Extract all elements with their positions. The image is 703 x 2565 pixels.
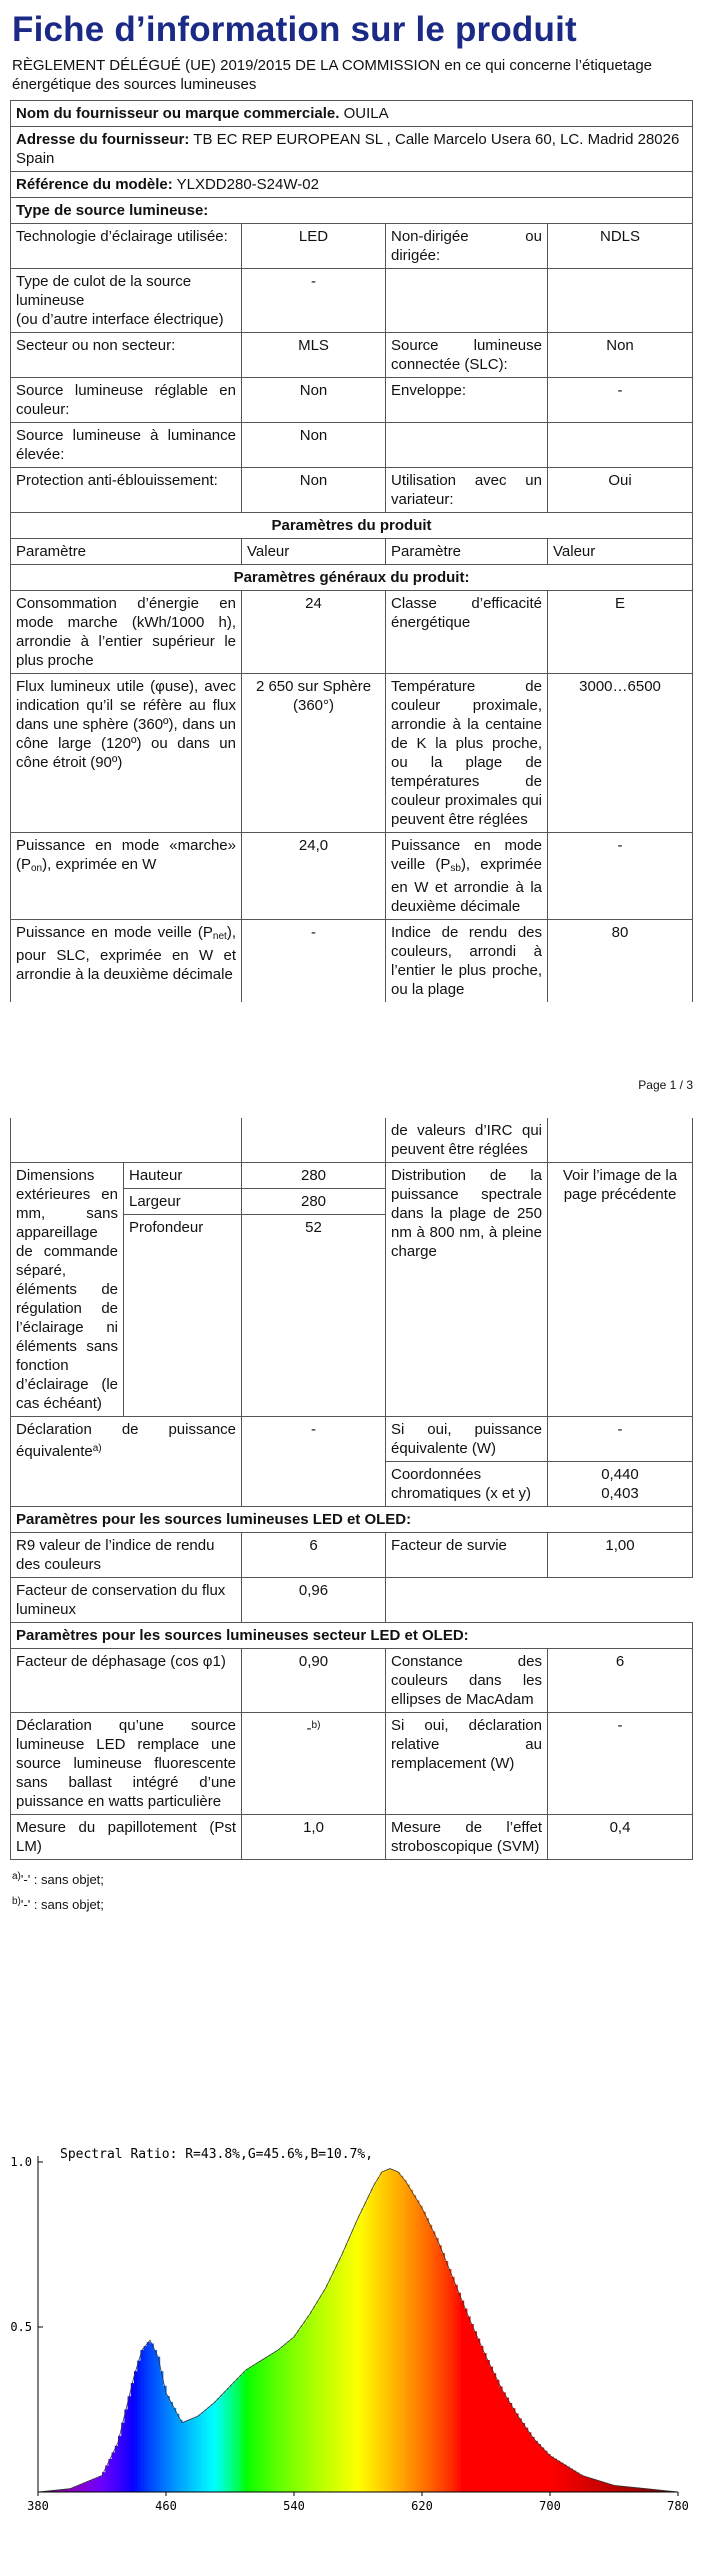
row-label: de valeurs d’IRC qui peuvent être réglées [386, 1118, 548, 1163]
table-row [11, 1533, 693, 1578]
column-headers [11, 539, 693, 565]
table-row [11, 224, 693, 269]
row-value: 2 650 sur Sphère (360°) [242, 674, 386, 833]
document-title: Fiche d’information sur le produit [12, 10, 703, 50]
model-label: Référence du modèle: [16, 176, 173, 193]
row-value: 6 [548, 1649, 693, 1713]
row-label: Puissance en mode «marche» $(P_{on})$, exprimée en W [11, 833, 242, 920]
regulation-text: RÈGLEMENT DÉLÉGUÉ (UE) 2019/2015 DE LA COMMISSION en ce qui concerne l’étiquetage énergétique des sources lumineuses [12, 56, 691, 94]
row-label: Source lumineuse réglable en couleur: [11, 378, 242, 423]
row-label: Déclaration qu’une source lumineuse LED remplace une source lumineuse fluorescente sans ballast intégré d’une puissance en watts particulière [11, 1713, 242, 1815]
x-tick-label: 540 [283, 2499, 305, 2513]
col-header-param: Paramètre [386, 539, 548, 565]
table-row [11, 591, 693, 674]
row-label: Mesure de l’effet stroboscopique (SVM) [386, 1815, 548, 1860]
footnotes [12, 1866, 703, 1916]
row-value: 1,0 [242, 1815, 386, 1860]
row-label: Facteur de survie [386, 1533, 548, 1578]
row-value: E [548, 591, 693, 674]
row-value: 24 [242, 591, 386, 674]
row-value: - [548, 833, 693, 920]
row-label: Flux lumineux utile (φuse), avec indication qu’il se réfère au flux dans une sphère (360º), dans un cône large (120º) ou dans un cône étroit (90º) [11, 674, 242, 833]
y-tick-label: 0.5 [10, 2320, 32, 2334]
chroma-y: 0,403 [553, 1484, 687, 1503]
row-value: Oui [548, 468, 693, 513]
table-row [11, 468, 693, 513]
depth-value: 52 [242, 1214, 385, 1240]
row-label: Indice de rendu des couleurs, arrondi à l’entier le plus proche, ou la plage [386, 920, 548, 1003]
row-value: Non [242, 423, 386, 468]
row-label [386, 423, 548, 468]
x-tick-label: 460 [155, 2499, 177, 2513]
row-value: 0,96 [242, 1578, 386, 1623]
page-2 [0, 1118, 703, 2163]
row-label: Protection anti-éblouissement: [11, 468, 242, 513]
row-value: - [548, 378, 693, 423]
supplier-address-label: Adresse du fournisseur: [16, 131, 189, 148]
table-row [11, 1713, 693, 1815]
row-value: - [548, 1713, 693, 1815]
row-label: Si oui, puissance équivalente (W) [386, 1417, 548, 1462]
chroma-x: 0,440 [553, 1465, 687, 1484]
chart-title: Spectral Ratio: R=43.8%,G=45.6%,B=10.7%, [60, 2147, 373, 2162]
row-value: - [548, 1417, 693, 1462]
row-value: - [242, 920, 386, 1003]
row-value: 3000…6500 [548, 674, 693, 833]
row-value: Voir l’image de la page précédente [548, 1163, 693, 1417]
row-value: Non [548, 333, 693, 378]
supplier-name-label: Nom du fournisseur ou marque commerciale. [16, 105, 339, 122]
row-value [548, 269, 693, 333]
row-label: Secteur ou non secteur: [11, 333, 242, 378]
row-label: Dimensions extérieures en mm, sans appareillage de commande séparé, éléments de régulation de l’éclairage ni éléments sans fonction d’éclairage (le cas échéant) [11, 1163, 124, 1417]
row-value: 0,4 [548, 1815, 693, 1860]
row-label: Source lumineuse à luminance élevée: [11, 423, 242, 468]
led-params-heading: Paramètres pour les sources lumineuses LED et OLED: [11, 1507, 693, 1533]
table-row [11, 1578, 693, 1623]
row-label: Si oui, déclaration relative au remplacement (W) [386, 1713, 548, 1815]
row-value: - [242, 269, 386, 333]
row-value: 6 [242, 1533, 386, 1578]
x-tick-label: 700 [539, 2499, 561, 2513]
supplier-name: OUILA [344, 105, 389, 122]
col-header-value: Valeur [548, 539, 693, 565]
source-type-heading: Type de source lumineuse: [11, 198, 693, 224]
product-info-table [10, 100, 693, 1002]
table-row [11, 333, 693, 378]
row-value: 1,00 [548, 1533, 693, 1578]
supplier-address: TB EC REP EUROPEAN SL , Calle Marcelo Usera 60, LC. Madrid 28026 Spain [16, 131, 679, 167]
row-value: 0,90 [242, 1649, 386, 1713]
row-label: Enveloppe: [386, 378, 548, 423]
table-row [11, 1118, 693, 1163]
row-label: Utilisation avec un variateur: [386, 468, 548, 513]
row-label [386, 269, 548, 333]
row-label: Mesure du papillotement (Pst LM) [11, 1815, 242, 1860]
table-row [11, 1417, 693, 1462]
col-header-param: Paramètre [11, 539, 242, 565]
x-tick-label: 780 [667, 2499, 689, 2513]
row-label: Constance des couleurs dans les ellipses de MacAdam [386, 1649, 548, 1713]
product-params-heading: Paramètres du produit [11, 513, 693, 539]
row-label: R9 valeur de l’indice de rendu des couleurs [11, 1533, 242, 1578]
general-params-heading: Paramètres généraux du produit: [11, 565, 693, 591]
table-row [11, 1649, 693, 1713]
footnote-b: $^{b)}$'-' : sans objet; [12, 1891, 703, 1916]
row-value: - [242, 1417, 386, 1507]
row-value: -$^{b)}$ [242, 1713, 386, 1815]
table-row [11, 833, 693, 920]
x-tick-label: 620 [411, 2499, 433, 2513]
row-label: Température de couleur proximale, arrondie à la centaine de K la plus proche, ou la plage de températures de couleur proximales qui peuvent être réglées [386, 674, 548, 833]
row-label: Technologie d’éclairage utilisée: [11, 224, 242, 269]
table-row [11, 269, 693, 333]
spectral-chart-section [0, 2130, 703, 2560]
row-value: 24,0 [242, 833, 386, 920]
mains-params-heading: Paramètres pour les sources lumineuses secteur LED et OLED: [11, 1623, 693, 1649]
table-row [11, 378, 693, 423]
depth-label: Profondeur [124, 1214, 241, 1240]
row-label: Source lumineuse connectée (SLC): [386, 333, 548, 378]
row-label: Non-dirigée ou dirigée: [386, 224, 548, 269]
row-value: Non [242, 468, 386, 513]
row-value: MLS [242, 333, 386, 378]
row-label-note: (ou d’autre interface électrique) [16, 310, 236, 329]
row-value: NDLS [548, 224, 693, 269]
page-number: Page 1 / 3 [638, 1078, 693, 1092]
height-label: Hauteur [124, 1163, 241, 1188]
row-value: 80 [548, 920, 693, 1003]
row-label: Coordonnées chromatiques (x et y) [386, 1462, 548, 1507]
model-reference: YLXDD280-S24W-02 [177, 176, 319, 193]
footnote-a: $^{a)}$'-' : sans objet; [12, 1866, 703, 1891]
row-label: Déclaration de puissance équivalente$^{a)}$ [11, 1417, 242, 1507]
row-label: Puissance en mode veille $(P_{net})$, pour SLC, exprimée en W et arrondie à la deuxième décimale [11, 920, 242, 1003]
row-label: Classe d’efficacité énergétique [386, 591, 548, 674]
row-label: Puissance en mode veille $(P_{sb})$, exprimée en W et arrondie à la deuxième décimale [386, 833, 548, 920]
row-value: LED [242, 224, 386, 269]
spectral-chart [0, 2130, 703, 2560]
width-label: Largeur [124, 1188, 241, 1214]
table-row [11, 423, 693, 468]
row-label: Consommation d’énergie en mode marche (kWh/1000 h), arrondie à l’entier supérieur le plus proche [11, 591, 242, 674]
row-label: Type de culot de la source lumineuse [16, 272, 236, 310]
table-row [11, 1163, 693, 1417]
row-label: Distribution de la puissance spectrale dans la plage de 250 nm à 800 nm, à pleine charge [386, 1163, 548, 1417]
x-tick-label: 380 [27, 2499, 49, 2513]
col-header-value: Valeur [242, 539, 386, 565]
table-row [11, 1815, 693, 1860]
table-row [11, 920, 693, 1003]
row-value: Non [242, 378, 386, 423]
width-value: 280 [242, 1188, 385, 1214]
row-label: Facteur de déphasage (cos φ1) [11, 1649, 242, 1713]
table-row [11, 674, 693, 833]
row-label: Facteur de conservation du flux lumineux [11, 1578, 242, 1623]
height-value: 280 [242, 1163, 385, 1188]
product-info-table-continued [10, 1118, 693, 1860]
page-1 [0, 0, 703, 1102]
row-value [548, 423, 693, 468]
y-tick-label: 1.0 [10, 2155, 32, 2169]
